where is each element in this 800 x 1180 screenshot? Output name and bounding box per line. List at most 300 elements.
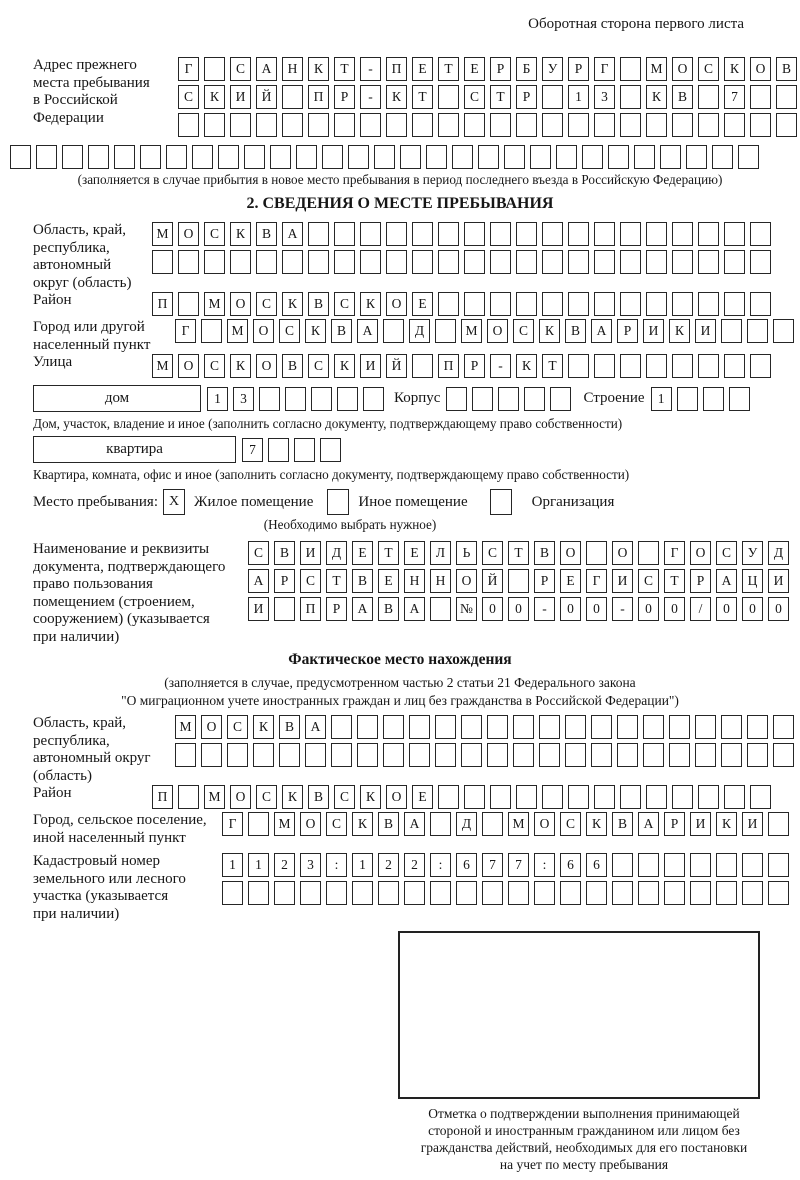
char-cell[interactable] xyxy=(178,113,199,137)
char-cell[interactable] xyxy=(175,743,196,767)
char-cell[interactable] xyxy=(617,743,638,767)
char-cell[interactable] xyxy=(776,113,797,137)
char-cell[interactable]: : xyxy=(430,853,451,877)
char-cell[interactable] xyxy=(478,145,499,169)
char-cell[interactable]: К xyxy=(516,354,537,378)
char-cell[interactable] xyxy=(568,222,589,246)
char-cell[interactable]: А xyxy=(591,319,612,343)
char-cell[interactable] xyxy=(721,743,742,767)
char-cell[interactable] xyxy=(256,250,277,274)
char-cell[interactable]: С xyxy=(279,319,300,343)
char-cell[interactable] xyxy=(747,319,768,343)
char-cell[interactable] xyxy=(282,250,303,274)
char-cell[interactable] xyxy=(282,85,303,109)
checkbox-other-premises[interactable] xyxy=(327,489,349,515)
char-cell[interactable] xyxy=(320,438,341,462)
char-cell[interactable]: О xyxy=(672,57,693,81)
char-cell[interactable]: В xyxy=(308,292,329,316)
char-cell[interactable] xyxy=(516,113,537,137)
char-cell[interactable] xyxy=(490,785,511,809)
char-cell[interactable]: Е xyxy=(352,541,373,565)
char-cell[interactable] xyxy=(586,881,607,905)
char-cell[interactable] xyxy=(230,113,251,137)
char-cell[interactable]: 0 xyxy=(768,597,789,621)
char-cell[interactable]: С xyxy=(308,354,329,378)
char-cell[interactable]: 7 xyxy=(482,853,503,877)
char-cell[interactable]: Р xyxy=(664,812,685,836)
char-cell[interactable] xyxy=(608,145,629,169)
char-cell[interactable]: С xyxy=(256,292,277,316)
char-cell[interactable] xyxy=(218,145,239,169)
char-cell[interactable] xyxy=(690,881,711,905)
char-cell[interactable]: Г xyxy=(175,319,196,343)
char-cell[interactable]: Т xyxy=(664,569,685,593)
char-cell[interactable]: С xyxy=(716,541,737,565)
char-cell[interactable] xyxy=(672,250,693,274)
char-cell[interactable] xyxy=(524,387,545,411)
char-cell[interactable] xyxy=(620,113,641,137)
char-cell[interactable] xyxy=(426,145,447,169)
char-cell[interactable]: Д xyxy=(326,541,347,565)
char-cell[interactable] xyxy=(750,354,771,378)
char-cell[interactable] xyxy=(490,292,511,316)
char-cell[interactable] xyxy=(638,541,659,565)
char-cell[interactable]: А xyxy=(305,715,326,739)
char-cell[interactable] xyxy=(256,113,277,137)
char-cell[interactable]: А xyxy=(404,812,425,836)
char-cell[interactable]: 0 xyxy=(664,597,685,621)
char-cell[interactable] xyxy=(542,785,563,809)
char-cell[interactable] xyxy=(776,85,797,109)
char-cell[interactable] xyxy=(750,292,771,316)
char-cell[interactable] xyxy=(591,715,612,739)
char-cell[interactable] xyxy=(724,113,745,137)
char-cell[interactable] xyxy=(140,145,161,169)
char-cell[interactable] xyxy=(565,715,586,739)
char-cell[interactable] xyxy=(456,881,477,905)
char-cell[interactable] xyxy=(742,853,763,877)
char-cell[interactable]: А xyxy=(248,569,269,593)
char-cell[interactable]: И xyxy=(695,319,716,343)
char-cell[interactable] xyxy=(620,250,641,274)
char-cell[interactable]: М xyxy=(152,354,173,378)
char-cell[interactable]: В xyxy=(274,541,295,565)
char-cell[interactable] xyxy=(750,113,771,137)
char-cell[interactable]: С xyxy=(300,569,321,593)
char-cell[interactable]: М xyxy=(204,292,225,316)
char-cell[interactable] xyxy=(698,113,719,137)
char-cell[interactable] xyxy=(360,222,381,246)
char-cell[interactable]: А xyxy=(404,597,425,621)
char-cell[interactable]: П xyxy=(386,57,407,81)
char-cell[interactable]: Р xyxy=(534,569,555,593)
char-cell[interactable]: О xyxy=(201,715,222,739)
char-cell[interactable]: Г xyxy=(178,57,199,81)
char-cell[interactable]: Е xyxy=(560,569,581,593)
char-cell[interactable] xyxy=(383,715,404,739)
char-cell[interactable] xyxy=(461,743,482,767)
char-cell[interactable]: И xyxy=(248,597,269,621)
char-cell[interactable] xyxy=(556,145,577,169)
char-cell[interactable] xyxy=(672,292,693,316)
char-cell[interactable] xyxy=(747,743,768,767)
char-cell[interactable] xyxy=(638,881,659,905)
char-cell[interactable]: - xyxy=(360,85,381,109)
char-cell[interactable]: М xyxy=(175,715,196,739)
char-cell[interactable]: 1 xyxy=(207,387,228,411)
char-cell[interactable] xyxy=(591,743,612,767)
char-cell[interactable]: А xyxy=(256,57,277,81)
char-cell[interactable]: О xyxy=(178,354,199,378)
char-cell[interactable] xyxy=(166,145,187,169)
char-cell[interactable] xyxy=(331,715,352,739)
char-cell[interactable] xyxy=(259,387,280,411)
char-cell[interactable]: Т xyxy=(508,541,529,565)
char-cell[interactable] xyxy=(498,387,519,411)
char-cell[interactable] xyxy=(664,881,685,905)
char-cell[interactable]: 0 xyxy=(586,597,607,621)
char-cell[interactable] xyxy=(643,743,664,767)
char-cell[interactable] xyxy=(294,438,315,462)
char-cell[interactable]: О xyxy=(300,812,321,836)
char-cell[interactable] xyxy=(672,113,693,137)
char-cell[interactable] xyxy=(227,743,248,767)
char-cell[interactable] xyxy=(568,113,589,137)
char-cell[interactable]: 0 xyxy=(716,597,737,621)
char-cell[interactable] xyxy=(716,881,737,905)
char-cell[interactable] xyxy=(248,812,269,836)
char-cell[interactable]: Н xyxy=(282,57,303,81)
char-cell[interactable] xyxy=(409,743,430,767)
char-cell[interactable]: С xyxy=(513,319,534,343)
char-cell[interactable]: П xyxy=(152,292,173,316)
char-cell[interactable]: 0 xyxy=(482,597,503,621)
char-cell[interactable] xyxy=(542,292,563,316)
char-cell[interactable]: К xyxy=(646,85,667,109)
char-cell[interactable]: М xyxy=(204,785,225,809)
char-cell[interactable] xyxy=(482,881,503,905)
char-cell[interactable] xyxy=(178,250,199,274)
char-cell[interactable]: К xyxy=(360,785,381,809)
char-cell[interactable]: А xyxy=(282,222,303,246)
char-cell[interactable]: № xyxy=(456,597,477,621)
char-cell[interactable] xyxy=(620,785,641,809)
char-cell[interactable] xyxy=(446,387,467,411)
char-cell[interactable] xyxy=(386,113,407,137)
char-cell[interactable] xyxy=(386,250,407,274)
char-cell[interactable]: У xyxy=(542,57,563,81)
char-cell[interactable] xyxy=(487,743,508,767)
char-cell[interactable]: В xyxy=(331,319,352,343)
char-cell[interactable] xyxy=(438,222,459,246)
char-cell[interactable] xyxy=(660,145,681,169)
apartment-box[interactable]: квартира xyxy=(33,436,236,463)
char-cell[interactable]: С xyxy=(227,715,248,739)
char-cell[interactable] xyxy=(539,715,560,739)
char-cell[interactable]: 3 xyxy=(300,853,321,877)
char-cell[interactable]: М xyxy=(274,812,295,836)
char-cell[interactable] xyxy=(550,387,571,411)
char-cell[interactable] xyxy=(300,881,321,905)
char-cell[interactable] xyxy=(646,250,667,274)
char-cell[interactable]: И xyxy=(742,812,763,836)
char-cell[interactable]: Й xyxy=(386,354,407,378)
char-cell[interactable] xyxy=(594,292,615,316)
char-cell[interactable]: В xyxy=(308,785,329,809)
char-cell[interactable]: М xyxy=(508,812,529,836)
char-cell[interactable] xyxy=(620,57,641,81)
char-cell[interactable] xyxy=(311,387,332,411)
char-cell[interactable]: О xyxy=(386,292,407,316)
char-cell[interactable]: И xyxy=(768,569,789,593)
char-cell[interactable] xyxy=(435,319,456,343)
char-cell[interactable] xyxy=(594,250,615,274)
char-cell[interactable]: О xyxy=(534,812,555,836)
char-cell[interactable] xyxy=(178,292,199,316)
char-cell[interactable] xyxy=(279,743,300,767)
char-cell[interactable] xyxy=(322,145,343,169)
char-cell[interactable]: С xyxy=(248,541,269,565)
char-cell[interactable]: Т xyxy=(326,569,347,593)
char-cell[interactable] xyxy=(721,319,742,343)
char-cell[interactable] xyxy=(594,222,615,246)
char-cell[interactable] xyxy=(274,881,295,905)
char-cell[interactable] xyxy=(308,250,329,274)
char-cell[interactable]: П xyxy=(438,354,459,378)
char-cell[interactable]: В xyxy=(282,354,303,378)
char-cell[interactable] xyxy=(617,715,638,739)
char-cell[interactable]: 7 xyxy=(724,85,745,109)
char-cell[interactable] xyxy=(363,387,384,411)
char-cell[interactable]: Н xyxy=(430,569,451,593)
char-cell[interactable]: О xyxy=(612,541,633,565)
char-cell[interactable] xyxy=(620,292,641,316)
char-cell[interactable]: 1 xyxy=(248,853,269,877)
char-cell[interactable] xyxy=(716,853,737,877)
char-cell[interactable]: Д xyxy=(409,319,430,343)
char-cell[interactable] xyxy=(438,113,459,137)
char-cell[interactable] xyxy=(383,743,404,767)
char-cell[interactable]: О xyxy=(230,292,251,316)
char-cell[interactable] xyxy=(204,250,225,274)
char-cell[interactable] xyxy=(773,743,794,767)
char-cell[interactable]: Т xyxy=(334,57,355,81)
char-cell[interactable] xyxy=(490,113,511,137)
char-cell[interactable]: Р xyxy=(490,57,511,81)
char-cell[interactable] xyxy=(620,222,641,246)
char-cell[interactable] xyxy=(773,319,794,343)
char-cell[interactable] xyxy=(334,222,355,246)
char-cell[interactable] xyxy=(620,354,641,378)
char-cell[interactable] xyxy=(516,222,537,246)
char-cell[interactable]: Ц xyxy=(742,569,763,593)
char-cell[interactable]: 0 xyxy=(560,597,581,621)
char-cell[interactable] xyxy=(738,145,759,169)
char-cell[interactable] xyxy=(438,250,459,274)
char-cell[interactable]: П xyxy=(152,785,173,809)
char-cell[interactable] xyxy=(560,881,581,905)
house-box[interactable]: дом xyxy=(33,385,201,412)
char-cell[interactable]: О xyxy=(750,57,771,81)
char-cell[interactable] xyxy=(669,715,690,739)
char-cell[interactable] xyxy=(464,113,485,137)
char-cell[interactable]: - xyxy=(490,354,511,378)
char-cell[interactable]: Г xyxy=(664,541,685,565)
char-cell[interactable]: Н xyxy=(404,569,425,593)
char-cell[interactable]: О xyxy=(560,541,581,565)
char-cell[interactable]: Р xyxy=(464,354,485,378)
char-cell[interactable]: К xyxy=(360,292,381,316)
char-cell[interactable]: И xyxy=(643,319,664,343)
char-cell[interactable] xyxy=(490,250,511,274)
char-cell[interactable] xyxy=(487,715,508,739)
char-cell[interactable]: 7 xyxy=(508,853,529,877)
char-cell[interactable]: О xyxy=(386,785,407,809)
char-cell[interactable] xyxy=(646,222,667,246)
char-cell[interactable]: М xyxy=(227,319,248,343)
char-cell[interactable] xyxy=(724,785,745,809)
char-cell[interactable]: Е xyxy=(464,57,485,81)
char-cell[interactable]: П xyxy=(308,85,329,109)
char-cell[interactable]: В xyxy=(534,541,555,565)
char-cell[interactable]: Р xyxy=(516,85,537,109)
char-cell[interactable]: С xyxy=(698,57,719,81)
char-cell[interactable]: 2 xyxy=(378,853,399,877)
char-cell[interactable]: 7 xyxy=(242,438,263,462)
char-cell[interactable] xyxy=(612,881,633,905)
char-cell[interactable] xyxy=(114,145,135,169)
char-cell[interactable] xyxy=(204,57,225,81)
char-cell[interactable] xyxy=(703,387,724,411)
char-cell[interactable] xyxy=(360,250,381,274)
char-cell[interactable] xyxy=(542,250,563,274)
char-cell[interactable]: И xyxy=(300,541,321,565)
char-cell[interactable] xyxy=(724,354,745,378)
char-cell[interactable] xyxy=(620,85,641,109)
char-cell[interactable] xyxy=(452,145,473,169)
char-cell[interactable]: Б xyxy=(516,57,537,81)
char-cell[interactable]: К xyxy=(386,85,407,109)
char-cell[interactable]: Л xyxy=(430,541,451,565)
char-cell[interactable] xyxy=(360,113,381,137)
char-cell[interactable] xyxy=(230,250,251,274)
char-cell[interactable]: К xyxy=(282,785,303,809)
char-cell[interactable]: И xyxy=(230,85,251,109)
char-cell[interactable] xyxy=(435,743,456,767)
char-cell[interactable]: В xyxy=(378,812,399,836)
char-cell[interactable]: С xyxy=(178,85,199,109)
char-cell[interactable]: Г xyxy=(586,569,607,593)
char-cell[interactable]: : xyxy=(534,853,555,877)
char-cell[interactable]: 1 xyxy=(651,387,672,411)
char-cell[interactable] xyxy=(201,743,222,767)
char-cell[interactable] xyxy=(337,387,358,411)
char-cell[interactable]: В xyxy=(672,85,693,109)
char-cell[interactable] xyxy=(750,85,771,109)
char-cell[interactable]: О xyxy=(487,319,508,343)
char-cell[interactable] xyxy=(698,85,719,109)
char-cell[interactable]: К xyxy=(253,715,274,739)
char-cell[interactable]: С xyxy=(638,569,659,593)
char-cell[interactable] xyxy=(721,715,742,739)
char-cell[interactable]: Т xyxy=(412,85,433,109)
char-cell[interactable] xyxy=(464,785,485,809)
char-cell[interactable]: С xyxy=(204,354,225,378)
char-cell[interactable]: Р xyxy=(617,319,638,343)
char-cell[interactable] xyxy=(386,222,407,246)
char-cell[interactable] xyxy=(646,113,667,137)
char-cell[interactable] xyxy=(646,292,667,316)
char-cell[interactable] xyxy=(695,743,716,767)
char-cell[interactable]: А xyxy=(357,319,378,343)
char-cell[interactable]: С xyxy=(230,57,251,81)
checkbox-organization[interactable] xyxy=(490,489,512,515)
char-cell[interactable]: О xyxy=(256,354,277,378)
char-cell[interactable] xyxy=(88,145,109,169)
char-cell[interactable] xyxy=(568,292,589,316)
char-cell[interactable]: Й xyxy=(256,85,277,109)
char-cell[interactable] xyxy=(383,319,404,343)
char-cell[interactable] xyxy=(508,569,529,593)
char-cell[interactable]: Е xyxy=(404,541,425,565)
char-cell[interactable] xyxy=(244,145,265,169)
char-cell[interactable] xyxy=(747,715,768,739)
char-cell[interactable] xyxy=(461,715,482,739)
char-cell[interactable] xyxy=(724,250,745,274)
char-cell[interactable]: К xyxy=(334,354,355,378)
char-cell[interactable]: С xyxy=(482,541,503,565)
char-cell[interactable] xyxy=(773,715,794,739)
char-cell[interactable] xyxy=(62,145,83,169)
char-cell[interactable] xyxy=(582,145,603,169)
char-cell[interactable] xyxy=(690,853,711,877)
char-cell[interactable]: Е xyxy=(412,57,433,81)
char-cell[interactable] xyxy=(270,145,291,169)
char-cell[interactable] xyxy=(516,292,537,316)
char-cell[interactable]: С xyxy=(464,85,485,109)
char-cell[interactable] xyxy=(282,113,303,137)
char-cell[interactable]: О xyxy=(456,569,477,593)
char-cell[interactable] xyxy=(542,222,563,246)
char-cell[interactable] xyxy=(204,113,225,137)
char-cell[interactable] xyxy=(274,597,295,621)
char-cell[interactable]: 2 xyxy=(404,853,425,877)
char-cell[interactable] xyxy=(430,597,451,621)
char-cell[interactable]: Т xyxy=(542,354,563,378)
char-cell[interactable] xyxy=(152,250,173,274)
char-cell[interactable] xyxy=(698,222,719,246)
char-cell[interactable] xyxy=(438,292,459,316)
char-cell[interactable] xyxy=(331,743,352,767)
char-cell[interactable] xyxy=(698,250,719,274)
char-cell[interactable]: В xyxy=(378,597,399,621)
char-cell[interactable] xyxy=(178,785,199,809)
char-cell[interactable]: С xyxy=(326,812,347,836)
char-cell[interactable] xyxy=(308,113,329,137)
char-cell[interactable] xyxy=(435,715,456,739)
char-cell[interactable]: С xyxy=(204,222,225,246)
char-cell[interactable] xyxy=(490,222,511,246)
char-cell[interactable] xyxy=(438,785,459,809)
char-cell[interactable]: : xyxy=(326,853,347,877)
char-cell[interactable]: 0 xyxy=(638,597,659,621)
char-cell[interactable] xyxy=(698,292,719,316)
char-cell[interactable]: Р xyxy=(690,569,711,593)
char-cell[interactable]: К xyxy=(586,812,607,836)
char-cell[interactable]: В xyxy=(279,715,300,739)
char-cell[interactable] xyxy=(308,222,329,246)
char-cell[interactable] xyxy=(672,785,693,809)
